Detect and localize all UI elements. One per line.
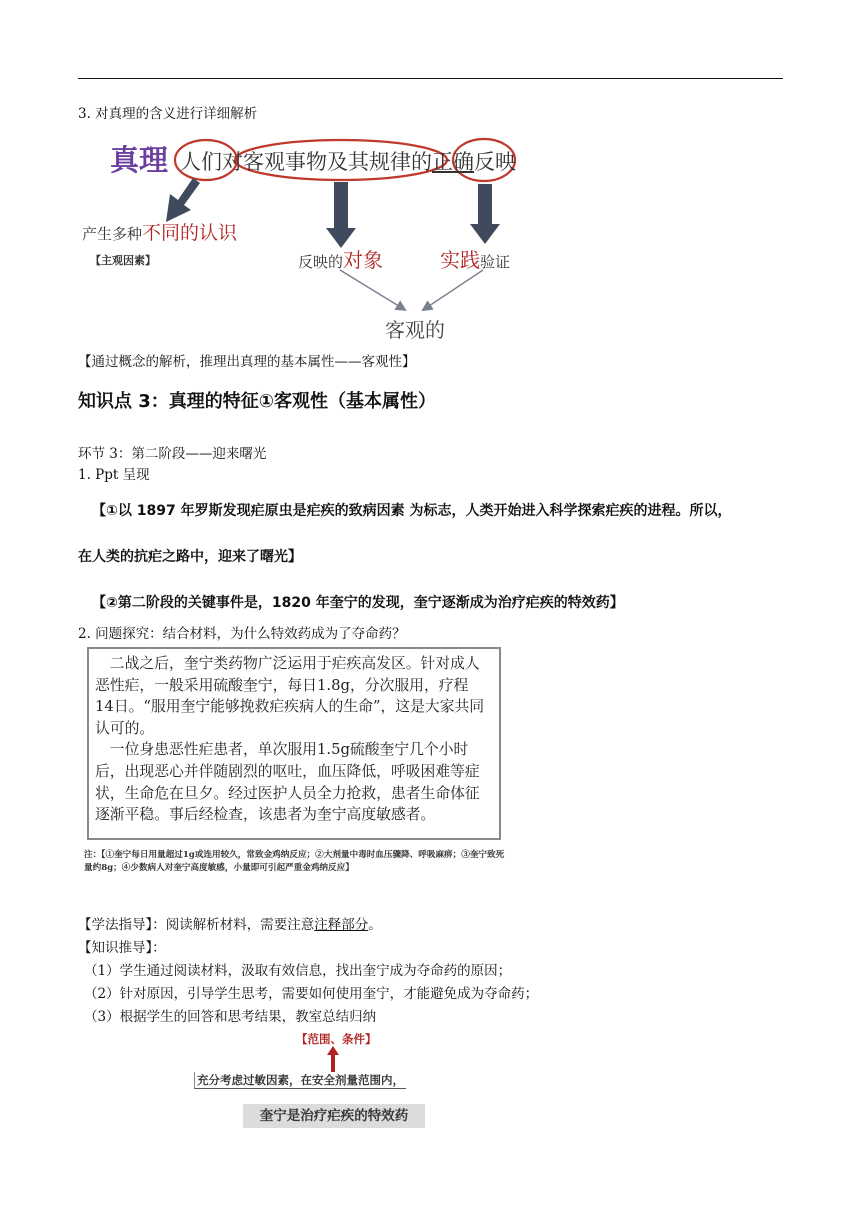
arrow-middle-icon: [326, 182, 356, 248]
header-rule: [78, 78, 783, 79]
truth-diagram: [78, 130, 558, 345]
diagram-title: 真理: [110, 143, 169, 177]
quote-2: 【②第二阶段的关键事件是，1820 年奎宁的发现，奎宁逐渐成为治疗疟疾的特效药】: [92, 595, 624, 611]
thin-arrow-right: [426, 270, 483, 308]
material-para-1: 二战之后，奎宁类药物广泛运用于疟疾高发区。针对成人恶性疟，一般采用硫酸奎宁，每日1.8g，分次服用，疗程 14日。“服用奎宁能够挽救疟疾病人的生命”，这是大家共同认可的。: [95, 655, 485, 737]
knowledge-point-heading: 知识点 3：真理的特征①客观性（基本属性）: [78, 391, 437, 412]
arrow-right-icon: [470, 184, 500, 244]
quote-1-line-1: 【①以 1897 年罗斯发现疟原虫是疟疾的致病因素 为标志，人类开始进入科学探索疟疾的进程。所以，: [92, 503, 732, 519]
word-objective: 对客观事物及其规律的: [222, 150, 432, 174]
range-condition-tag: 【范围、条件】: [296, 1032, 377, 1046]
left-red: 不同的认识: [142, 222, 238, 244]
stage-label: 环节 3：第二阶段——迎来曙光: [78, 446, 267, 462]
left-label: [82, 218, 237, 245]
mid-prefix: 反映的: [298, 253, 344, 271]
right-suffix: 验证: [480, 253, 511, 271]
right-label: [440, 244, 510, 273]
step-1: （1）学生通过阅读材料，汲取有效信息，找出奎宁成为夺命药的原因；: [84, 963, 512, 979]
material-note: 注：【①奎宁每日用量超过1g或连用较久，常致金鸡纳反应；②大剂量中毒时血压骤降、呼吸麻痹；③奎宁致死量约8g；④少数病人对奎宁高度敏感，小量即可引起严重金鸡纳反应】: [84, 850, 505, 873]
material-para-2: 一位身患恶性疟患者，单次服用1.5g硫酸奎宁几个小时后，出现恶心并伴随剧烈的呕吐，血压降低，呼吸困难等症状，生命危在旦夕。经过医护人员全力抢救，患者生命体征逐渐平稳。事后经检查，该患者为奎宁高度敏感者。: [95, 741, 480, 824]
concept-note: 【通过概念的解析，推理出真理的基本属性——客观性】: [78, 354, 416, 370]
word-people: 人们: [180, 150, 222, 174]
item-2: 2. 问题探究：结合材料，为什么特效药成为了夺命药？: [78, 626, 406, 642]
study-guide-suffix: 。: [368, 917, 382, 933]
thin-arrow-left: [340, 270, 402, 308]
study-guide-prefix: 【学法指导】：阅读解析材料，需要注意: [78, 917, 315, 933]
diagram-sentence: [180, 146, 516, 176]
study-guide: [78, 915, 382, 935]
mid-label: [298, 244, 383, 273]
conclusion-box: 奎宁是治疗疟疾的特效药: [243, 1104, 425, 1128]
material-box: [87, 647, 501, 840]
left-tag: 【主观因素】: [90, 254, 156, 267]
up-arrow-icon: [326, 1046, 340, 1072]
condition-text: 充分考虑过敏因素，在安全剂量范围内，: [194, 1072, 406, 1089]
mid-red: 对象: [343, 248, 384, 272]
quote-1-line-2: 在人类的抗疟之路中，迎来了曙光】: [78, 549, 302, 565]
arrow-left-icon: [166, 178, 200, 222]
item-1: 1. Ppt 呈现: [78, 467, 150, 483]
study-guide-underlined: 注释部分: [314, 917, 369, 933]
step-2: （2）针对原因，引导学生思考，需要如何使用奎宁，才能避免成为夺命药；: [84, 986, 539, 1002]
section-heading: 3. 对真理的含义进行详细解析: [78, 106, 258, 122]
right-red: 实践: [440, 248, 480, 272]
word-reflect: 反映: [474, 150, 516, 174]
step-3: （3）根据学生的回答和思考结果，教室总结归纳: [84, 1009, 377, 1025]
knowledge-guide: 【知识推导】：: [78, 940, 166, 956]
bottom-label: 客观的: [385, 318, 445, 342]
left-prefix: 产生多种: [82, 225, 143, 243]
word-correct: 正确: [432, 150, 474, 174]
